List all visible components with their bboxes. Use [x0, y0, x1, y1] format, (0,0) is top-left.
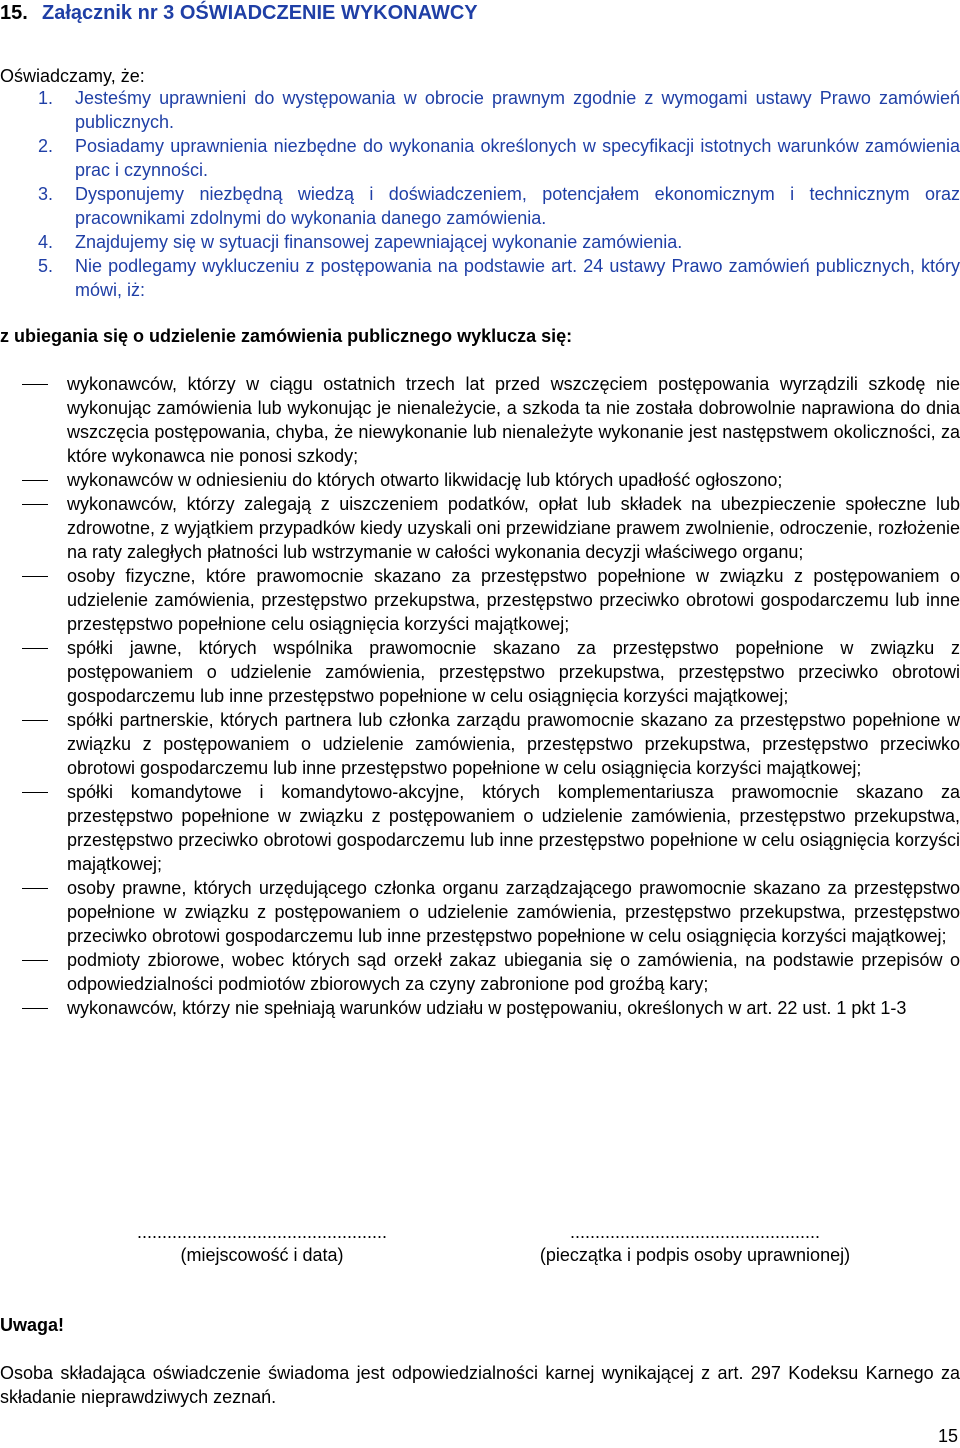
declaration-text: Nie podlegamy wykluczeniu z postępowania na podstawie art. 24 ustawy Prawo zamówień publicznych, który mówi, iż: [75, 256, 960, 300]
signature-dots: .................................................. [569, 1222, 821, 1242]
declaration-item [0, 230, 960, 254]
exclusion-item [0, 996, 960, 1020]
exclusion-text: podmioty zbiorowe, wobec których sąd orzekł zakaz ubiegania się o zamówienia, na podstawie przepisów o odpowiedzialności podmiotów zbiorowych za czyny zabronione pod groźbą kary; [67, 950, 960, 994]
exclusion-text: wykonawców, którzy nie spełniają warunków udziału w postępowaniu, określonych w art. 22 ust. 1 pkt 1-3 [67, 998, 907, 1018]
section-title: Załącznik nr 3 OŚWIADCZENIE WYKONAWCY [42, 2, 478, 24]
signature-label: (pieczątka i podpis osoby uprawnionej) [539, 1245, 851, 1265]
declaration-text: Dysponujemy niezbędną wiedzą i doświadczeniem, potencjałem ekonomicznym i technicznym oraz pracownikami zdolnymi do wykonania danego zamówienia. [75, 184, 960, 228]
dash-bullet-icon [22, 960, 48, 961]
dash-bullet-icon [22, 504, 48, 505]
intro-text: Oświadczamy, że: [0, 66, 145, 86]
exclusion-heading: z ubiegania się o udzielenie zamówienia publicznego wyklucza się: [0, 326, 573, 346]
exclusion-text: spółki partnerskie, których partnera lub członka zarządu prawomocnie skazano za przestępstwo popełnione w związku z postępowaniem o udzielenie zamówienia, przestępstwo przekupstwa, przestępstwo przeciwko obrotowi gospodarczemu lub inne przestępstwo popełnione w celu osiągnięcia korzyści majątkowej; [67, 710, 960, 778]
exclusion-item [0, 564, 960, 636]
exclusion-text: wykonawców, którzy zalegają z uiszczeniem podatków, opłat lub składek na ubezpieczenie społeczne lub zdrowotne, z wyjątkiem przypadków kiedy uzyskali oni przewidziane prawem zwolnienie, odroczenie, rozłożenie na raty zaległych płatności lub wstrzymanie w całości wykonania decyzji właściwego organu; [67, 494, 960, 562]
declaration-number: 2. [38, 136, 54, 156]
declaration-number: 5. [38, 256, 54, 276]
exclusion-item [0, 636, 960, 708]
exclusions-list [0, 372, 960, 1020]
dash-bullet-icon [22, 720, 48, 721]
declaration-item [0, 182, 960, 230]
declaration-number: 3. [38, 184, 54, 204]
signature-place-date [112, 1222, 412, 1268]
exclusion-text: osoby prawne, których urzędującego członka organu zarządzającego prawomocnie skazano za przestępstwo popełnione w związku z postępowaniem o udzielenie zamówienia, przestępstwo przekupstwa, przestępstwo przeciwko obrotowi gospodarczemu lub inne przestępstwo popełnione w celu osiągnięcia korzyści majątkowej; [67, 878, 960, 946]
exclusion-text: wykonawców, którzy w ciągu ostatnich trzech lat przed wszczęciem postępowania wyrządzili szkodę nie wykonując zamówienia lub wykonując je nienależycie, a szkoda ta nie została dobrowolnie naprawiona do dnia wszczęcia postępowania, chyba, że niewykonanie lub nienależyte wykonanie jest następstwem okoliczności, za które wykonawca nie ponosi szkody; [67, 374, 960, 466]
exclusion-item [0, 492, 960, 564]
exclusion-item [0, 468, 960, 492]
exclusion-item [0, 876, 960, 948]
declaration-text: Znajdujemy się w sytuacji finansowej zapewniającej wykonanie zamówienia. [75, 232, 683, 252]
declaration-text: Posiadamy uprawnienia niezbędne do wykonania określonych w specyfikacji istotnych warunków zamówienia prac i czynności. [75, 136, 960, 180]
dash-bullet-icon [22, 576, 48, 577]
exclusion-item [0, 708, 960, 780]
dash-bullet-icon [22, 480, 48, 481]
exclusion-text: spółki komandytowe i komandytowo-akcyjne, których komplementariusza prawomocnie skazano za przestępstwo popełnione w związku z postępowaniem o udzielenie zamówienia, przestępstwo przekupstwa, przestępstwo przeciwko obrotowi gospodarczemu lub inne przestępstwo popełnione w celu osiągnięcia korzyści majątkowej; [67, 782, 960, 874]
warning-text: Osoba składająca oświadczenie świadoma jest odpowiedzialności karnej wynikającej z art. 297 Kodeksu Karnego za składanie nieprawdziwych zeznań. [0, 1363, 960, 1407]
dash-bullet-icon [22, 792, 48, 793]
dash-bullet-icon [22, 648, 48, 649]
exclusion-text: osoby fizyczne, które prawomocnie skazano za przestępstwo popełnione w związku z postępowaniem o udzielenie zamówienia, przestępstwo przekupstwa, przestępstwo przeciwko obrotowi gospodarczemu lub inne przestępstwo popełnione celu osiągnięcia korzyści majątkowej; [67, 566, 960, 634]
declaration-item [0, 254, 960, 302]
section-heading [0, 0, 960, 26]
signature-stamp [510, 1222, 880, 1268]
signature-dots: .................................................. [136, 1222, 388, 1242]
signature-label: (miejscowość i data) [180, 1245, 344, 1265]
declaration-item [0, 134, 960, 182]
declarations-list [0, 86, 960, 302]
dash-bullet-icon [22, 384, 48, 385]
exclusion-item [0, 948, 960, 996]
exclusion-text: spółki jawne, których wspólnika prawomocnie skazano za przestępstwo popełnione w związku z postępowaniem o udzielenie zamówienia, przestępstwo przekupstwa, przestępstwo przeciwko obrotowi gospodarczemu lub inne przestępstwo popełnione w celu osiągnięcia korzyści majątkowej; [67, 638, 960, 706]
section-number: 15. [0, 2, 28, 24]
declaration-number: 1. [38, 88, 54, 108]
declaration-text: Jesteśmy uprawnieni do występowania w obrocie prawnym zgodnie z wymogami ustawy Prawo zamówień publicznych. [75, 88, 960, 132]
declaration-number: 4. [38, 232, 54, 252]
dash-bullet-icon [22, 888, 48, 889]
exclusion-item [0, 372, 960, 468]
warning-label: Uwaga! [0, 1315, 65, 1335]
exclusion-item [0, 780, 960, 876]
dash-bullet-icon [22, 1008, 48, 1009]
exclusion-text: wykonawców w odniesieniu do których otwarto likwidację lub których upadłość ogłoszono; [67, 470, 783, 490]
declaration-item [0, 86, 960, 134]
page-number: 15 [937, 1426, 958, 1446]
